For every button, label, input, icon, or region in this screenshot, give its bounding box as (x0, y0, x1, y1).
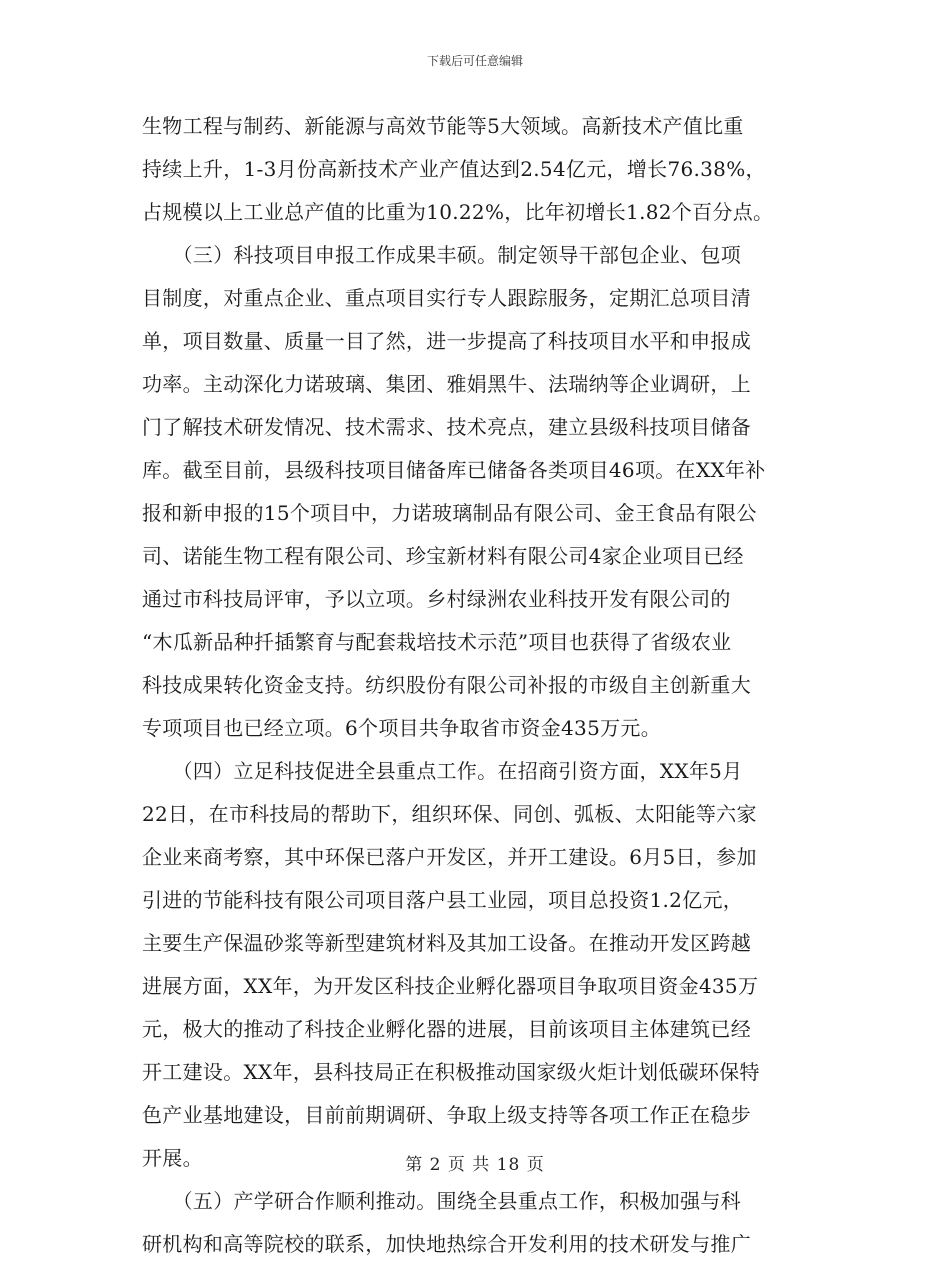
text-line: 目制度，对重点企业、重点项目实行专人跟踪服务，定期汇总项目清 (142, 286, 751, 310)
text-line: 开展。 (142, 1146, 203, 1170)
text-line: 科技成果转化资金支持。纺织股份有限公司补报的市级自主创新重大 (142, 673, 751, 697)
text-line: 门了解技术研发情况、技术需求、技术亮点，建立县级科技项目储备 (142, 415, 751, 439)
text-line: 报和新申报的15个项目中，力诺玻璃制品有限公司、金王食品有限公 (142, 501, 757, 525)
text-line: 进展方面，XX年，为开发区科技企业孵化器项目争取项目资金435万 (142, 974, 759, 998)
text-line: （三）科技项目申报工作成果丰硕。制定领导干部包企业、包项 (142, 243, 741, 267)
document-body (142, 105, 807, 1266)
text-line: 生物工程与制药、新能源与高效节能等5大领域。高新技术产值比重 (142, 114, 744, 138)
text-line: “木瓜新品种扦插繁育与配套栽培技术示范”项目也获得了省级农业 (142, 630, 732, 654)
text-line: 引进的节能科技有限公司项目落户县工业园，项目总投资1.2亿元， (142, 888, 744, 912)
text-line: 元，极大的推动了科技企业孵化器的进展，目前该项目主体建筑已经 (142, 1017, 751, 1041)
text-line: 单，项目数量、质量一目了然，进一步提高了科技项目水平和申报成 (142, 329, 751, 353)
header-note: 下载后可任意编辑 (426, 54, 523, 68)
text-line: 通过市科技局评审，予以立项。乡村绿洲农业科技开发有限公司的 (142, 587, 731, 611)
text-line: 开工建设。XX年，县科技局正在积极推动国家级火炬计划低碳环保特 (142, 1060, 760, 1084)
text-line: 色产业基地建设，目前前期调研、争取上级支持等各项工作正在稳步 (142, 1103, 751, 1127)
text-line: 研机构和高等院校的联系，加快地热综合开发利用的技术研发与推广 (142, 1232, 751, 1256)
text-line: 占规模以上工业总产值的比重为10.22%，比年初增长1.82个百分点。 (142, 200, 774, 224)
text-line: 22日，在市科技局的帮助下，组织环保、同创、弧板、太阳能等六家 (142, 802, 757, 826)
page-number-footer: 第 2 页 共 18 页 (405, 1155, 545, 1175)
text-line: 持续上升，1-3月份高新技术产业产值达到2.54亿元，增长76.38%， (142, 157, 766, 181)
text-line: 企业来商考察，其中环保已落户开发区，并开工建设。6月5日，参加 (142, 845, 757, 869)
text-line: （五）产学研合作顺利推动。围绕全县重点工作，积极加强与科 (142, 1189, 741, 1213)
text-line: 司、诺能生物工程有限公司、珍宝新材料有限公司4家企业项目已经 (142, 544, 744, 568)
text-line: 专项项目也已经立项。6个项目共争取省市资金435万元。 (142, 716, 661, 740)
text-line: 功率。主动深化力诺玻璃、集团、雅娟黑牛、法瑞纳等企业调研，上 (142, 372, 751, 396)
text-line: 主要生产保温砂浆等新型建筑材料及其加工设备。在推动开发区跨越 (142, 931, 751, 955)
text-line: （四）立足科技促进全县重点工作。在招商引资方面，XX年5月 (142, 759, 743, 783)
text-line: 库。截至目前，县级科技项目储备库已储备各类项目46项。在XX年补 (142, 458, 766, 482)
